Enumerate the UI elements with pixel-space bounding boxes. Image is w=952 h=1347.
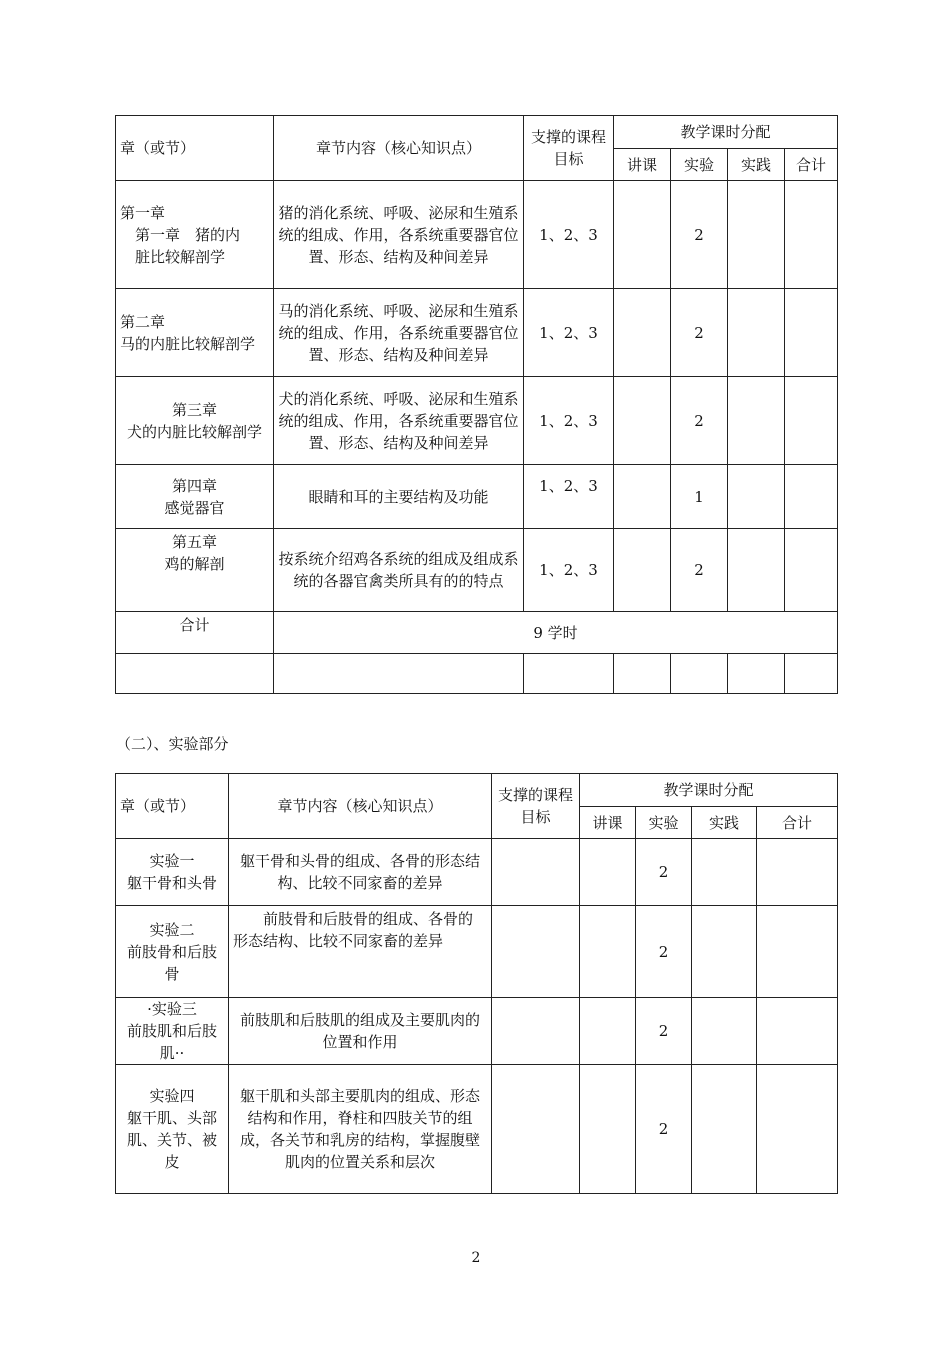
- row-total: [785, 289, 838, 377]
- table-row: [116, 998, 838, 1065]
- table-row: [116, 906, 838, 998]
- row-chapter: 实验一 躯干骨和头骨: [116, 839, 229, 906]
- row-lecture: [614, 377, 671, 465]
- row-practice: [728, 289, 785, 377]
- experiment-hours-table: [115, 773, 838, 1194]
- row-goal: 1、2、3: [524, 377, 614, 465]
- row-goal: [492, 1065, 580, 1194]
- row-content: 马的消化系统、呼吸、泌尿和生殖系统的组成、作用，各系统重要器官位置、形态、结构及种间差异: [274, 289, 524, 377]
- empty-row: [116, 654, 838, 694]
- header-practice: 实践: [692, 807, 757, 839]
- table-row: [116, 839, 838, 906]
- header-chapter: 章（或节）: [116, 774, 229, 839]
- row-chapter: 第五章 鸡的解剖: [116, 529, 274, 612]
- row-chapter: 第三章 犬的内脏比较解剖学: [116, 377, 274, 465]
- table-row: [116, 289, 838, 377]
- row-content: 猪的消化系统、呼吸、泌尿和生殖系统的组成、作用，各系统重要器官位置、形态、结构及种间差异: [274, 181, 524, 289]
- header-content: 章节内容（核心知识点）: [229, 774, 492, 839]
- row-practice: [728, 181, 785, 289]
- header-alloc: 教学课时分配: [580, 774, 838, 807]
- row-chapter: 实验四 躯干肌、头部肌、关节、被皮: [116, 1065, 229, 1194]
- row-content: 按系统介绍鸡各系统的组成及组成系统的各器官禽类所具有的的特点: [274, 529, 524, 612]
- row-practice: [692, 906, 757, 998]
- row-experiment: 2: [636, 998, 692, 1065]
- row-total: [757, 998, 838, 1065]
- section-title: （二）、实验部分: [116, 735, 229, 753]
- row-total: [785, 377, 838, 465]
- table-row: [116, 377, 838, 465]
- header-experiment: 实验: [671, 149, 728, 181]
- header-total: 合计: [757, 807, 838, 839]
- row-practice: [728, 377, 785, 465]
- row-content: 前肢肌和后肢肌的组成及主要肌肉的位置和作用: [229, 998, 492, 1065]
- header-lecture: 讲课: [614, 149, 671, 181]
- row-goal: 1、2、3: [524, 181, 614, 289]
- row-lecture: [614, 181, 671, 289]
- row-experiment: 2: [671, 289, 728, 377]
- row-content: 躯干肌和头部主要肌肉的组成、形态结构和作用，脊柱和四肢关节的组成，各关节和乳房的结构，掌握腹壁肌肉的位置关系和层次: [229, 1065, 492, 1194]
- header-alloc: 教学课时分配: [614, 116, 838, 149]
- row-content: 躯干骨和头骨的组成、各骨的形态结构、比较不同家畜的差异: [229, 839, 492, 906]
- row-total: [757, 906, 838, 998]
- row-lecture: [614, 529, 671, 612]
- page-number: 2: [471, 1250, 481, 1266]
- row-lecture: [580, 998, 636, 1065]
- row-total: [757, 1065, 838, 1194]
- row-total: [785, 465, 838, 529]
- row-content: 眼睛和耳的主要结构及功能: [274, 465, 524, 529]
- row-practice: [692, 998, 757, 1065]
- table-row: [116, 529, 838, 612]
- header-total: 合计: [785, 149, 838, 181]
- row-content: 犬的消化系统、呼吸、泌尿和生殖系统的组成、作用，各系统重要器官位置、形态、结构及种间差异: [274, 377, 524, 465]
- row-experiment: 2: [636, 839, 692, 906]
- row-goal: [492, 839, 580, 906]
- table-row: [116, 465, 838, 529]
- row-goal: 1、2、3: [524, 289, 614, 377]
- table-row: [116, 181, 838, 289]
- row-content: 前肢骨和后肢骨的组成、各骨的形态结构、比较不同家畜的差异: [229, 906, 492, 998]
- row-experiment: 2: [671, 529, 728, 612]
- row-lecture: [580, 1065, 636, 1194]
- header-chapter: 章（或节）: [116, 116, 274, 181]
- row-chapter: 第二章 马的内脏比较解剖学: [116, 289, 274, 377]
- header-content: 章节内容（核心知识点）: [274, 116, 524, 181]
- header-lecture: 讲课: [580, 807, 636, 839]
- row-experiment: 2: [636, 1065, 692, 1194]
- row-total: [785, 181, 838, 289]
- row-practice: [692, 1065, 757, 1194]
- summary-label: 合计: [116, 612, 274, 654]
- row-lecture: [580, 839, 636, 906]
- summary-value: 9 学时: [274, 612, 838, 654]
- header-experiment: 实验: [636, 807, 692, 839]
- row-experiment: 2: [671, 181, 728, 289]
- row-goal: 1、2、3: [524, 465, 614, 529]
- header-goal: 支撑的课程目标: [524, 116, 614, 181]
- theory-hours-table: [115, 115, 838, 694]
- row-chapter: 第一章 第一章 猪的内 脏比较解剖学: [116, 181, 274, 289]
- row-practice: [692, 839, 757, 906]
- row-experiment: 2: [671, 377, 728, 465]
- row-goal: [492, 998, 580, 1065]
- row-chapter: ·实验三 前肢肌和后肢肌··: [116, 998, 229, 1065]
- header-practice: 实践: [728, 149, 785, 181]
- row-lecture: [614, 465, 671, 529]
- row-chapter: 第四章 感觉器官: [116, 465, 274, 529]
- row-lecture: [614, 289, 671, 377]
- row-practice: [728, 529, 785, 612]
- summary-row: [116, 612, 838, 654]
- row-goal: 1、2、3: [524, 529, 614, 612]
- row-practice: [728, 465, 785, 529]
- table-row: [116, 1065, 838, 1194]
- row-lecture: [580, 906, 636, 998]
- row-chapter: 实验二 前肢骨和后肢骨: [116, 906, 229, 998]
- row-experiment: 2: [636, 906, 692, 998]
- row-goal: [492, 906, 580, 998]
- header-goal: 支撑的课程目标: [492, 774, 580, 839]
- row-experiment: 1: [671, 465, 728, 529]
- row-total: [785, 529, 838, 612]
- row-total: [757, 839, 838, 906]
